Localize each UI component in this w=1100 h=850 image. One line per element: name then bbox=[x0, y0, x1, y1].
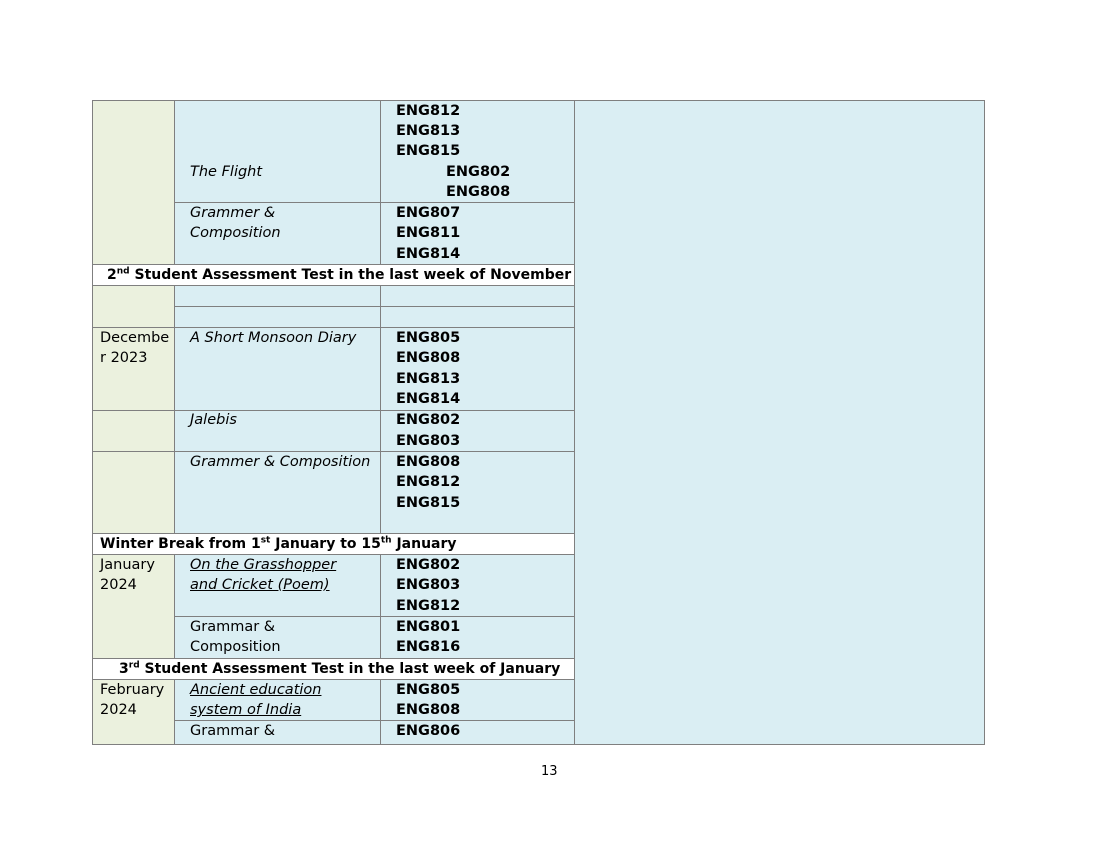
code: ENG801 bbox=[396, 619, 461, 635]
code: ENG814 bbox=[396, 391, 461, 407]
sat3-pre: 3 bbox=[119, 661, 129, 677]
border-right bbox=[984, 100, 985, 745]
col-line-month bbox=[174, 554, 175, 658]
chapter-the-flight: The Flight bbox=[190, 164, 263, 180]
col-line-codes bbox=[574, 100, 575, 745]
code: ENG803 bbox=[396, 433, 461, 449]
chapter-ancient-education: Ancient education bbox=[190, 682, 322, 698]
month-column-fill bbox=[92, 100, 175, 745]
sat3-sup: rd bbox=[128, 660, 140, 671]
winter-break-heading bbox=[100, 534, 457, 554]
code: ENG807 bbox=[396, 205, 461, 221]
chapter-grammar: Composition bbox=[190, 639, 281, 655]
code: ENG802 bbox=[396, 412, 461, 428]
code: ENG802 bbox=[396, 557, 461, 573]
sat2-post: Student Assessment Test in the last week of November bbox=[129, 267, 572, 283]
month-february: February bbox=[100, 682, 165, 698]
row-line bbox=[175, 306, 575, 307]
chapter-grasshopper-cricket: On the Grasshopper bbox=[190, 557, 337, 573]
row-line bbox=[92, 410, 575, 411]
chapter-grammar: Grammar & bbox=[190, 723, 276, 739]
code: ENG808 bbox=[396, 350, 461, 366]
winter-sup2: th bbox=[380, 535, 392, 546]
winter-post: January bbox=[391, 536, 457, 552]
col-line-chapter bbox=[380, 679, 381, 745]
sat3-heading bbox=[119, 659, 560, 679]
sat3-post: Student Assessment Test in the last week of January bbox=[139, 661, 561, 677]
chapter-grammar: Composition bbox=[190, 225, 281, 241]
col-line-month bbox=[174, 285, 175, 533]
chapter-grammar: Grammer & Composition bbox=[190, 454, 371, 470]
chapter-grammar: Grammar & bbox=[190, 619, 276, 635]
border-bottom bbox=[92, 744, 985, 745]
month-december: r 2023 bbox=[100, 350, 148, 366]
code: ENG806 bbox=[396, 723, 461, 739]
code: ENG805 bbox=[396, 330, 461, 346]
code: ENG812 bbox=[396, 598, 461, 614]
month-december: Decembe bbox=[100, 330, 170, 346]
month-january: 2024 bbox=[100, 577, 137, 593]
winter-sup1: st bbox=[260, 535, 271, 546]
schedule-table bbox=[92, 100, 985, 745]
row-line bbox=[92, 285, 575, 286]
border-top bbox=[92, 100, 985, 101]
page-number: 13 bbox=[541, 764, 558, 779]
sat2-heading bbox=[107, 265, 571, 285]
col-line-month bbox=[174, 679, 175, 745]
code: ENG805 bbox=[396, 682, 461, 698]
chapter-ancient-education: system of India bbox=[190, 702, 302, 718]
sat2-sup: nd bbox=[116, 266, 130, 277]
code: ENG808 bbox=[396, 702, 461, 718]
code: ENG802 bbox=[446, 164, 511, 180]
code: ENG813 bbox=[396, 371, 461, 387]
month-february: 2024 bbox=[100, 702, 137, 718]
chapter-grammar: Grammer & bbox=[190, 205, 276, 221]
code: ENG815 bbox=[396, 495, 461, 511]
code: ENG813 bbox=[396, 123, 461, 139]
chapter-short-monsoon-diary: A Short Monsoon Diary bbox=[190, 330, 357, 346]
chapter-grasshopper-cricket: and Cricket (Poem) bbox=[190, 577, 330, 593]
code: ENG803 bbox=[396, 577, 461, 593]
col-line-chapter bbox=[380, 100, 381, 264]
code: ENG815 bbox=[396, 143, 461, 159]
col-line-chapter bbox=[380, 554, 381, 658]
code: ENG814 bbox=[396, 246, 461, 262]
table-body-fill bbox=[175, 100, 985, 745]
chapter-jalebis: Jalebis bbox=[190, 412, 237, 428]
code: ENG816 bbox=[396, 639, 461, 655]
code: ENG812 bbox=[396, 103, 461, 119]
sat2-pre: 2 bbox=[107, 267, 117, 283]
code: ENG812 bbox=[396, 474, 461, 490]
month-january: January bbox=[100, 557, 155, 573]
row-line bbox=[92, 679, 575, 680]
border-left bbox=[92, 100, 93, 745]
winter-mid: January to 15 bbox=[270, 536, 381, 552]
code: ENG811 bbox=[396, 225, 461, 241]
col-line-month bbox=[174, 100, 175, 264]
col-line-chapter bbox=[380, 285, 381, 533]
code: ENG808 bbox=[396, 454, 461, 470]
code: ENG808 bbox=[446, 184, 511, 200]
winter-pre: Winter Break from 1 bbox=[100, 536, 261, 552]
